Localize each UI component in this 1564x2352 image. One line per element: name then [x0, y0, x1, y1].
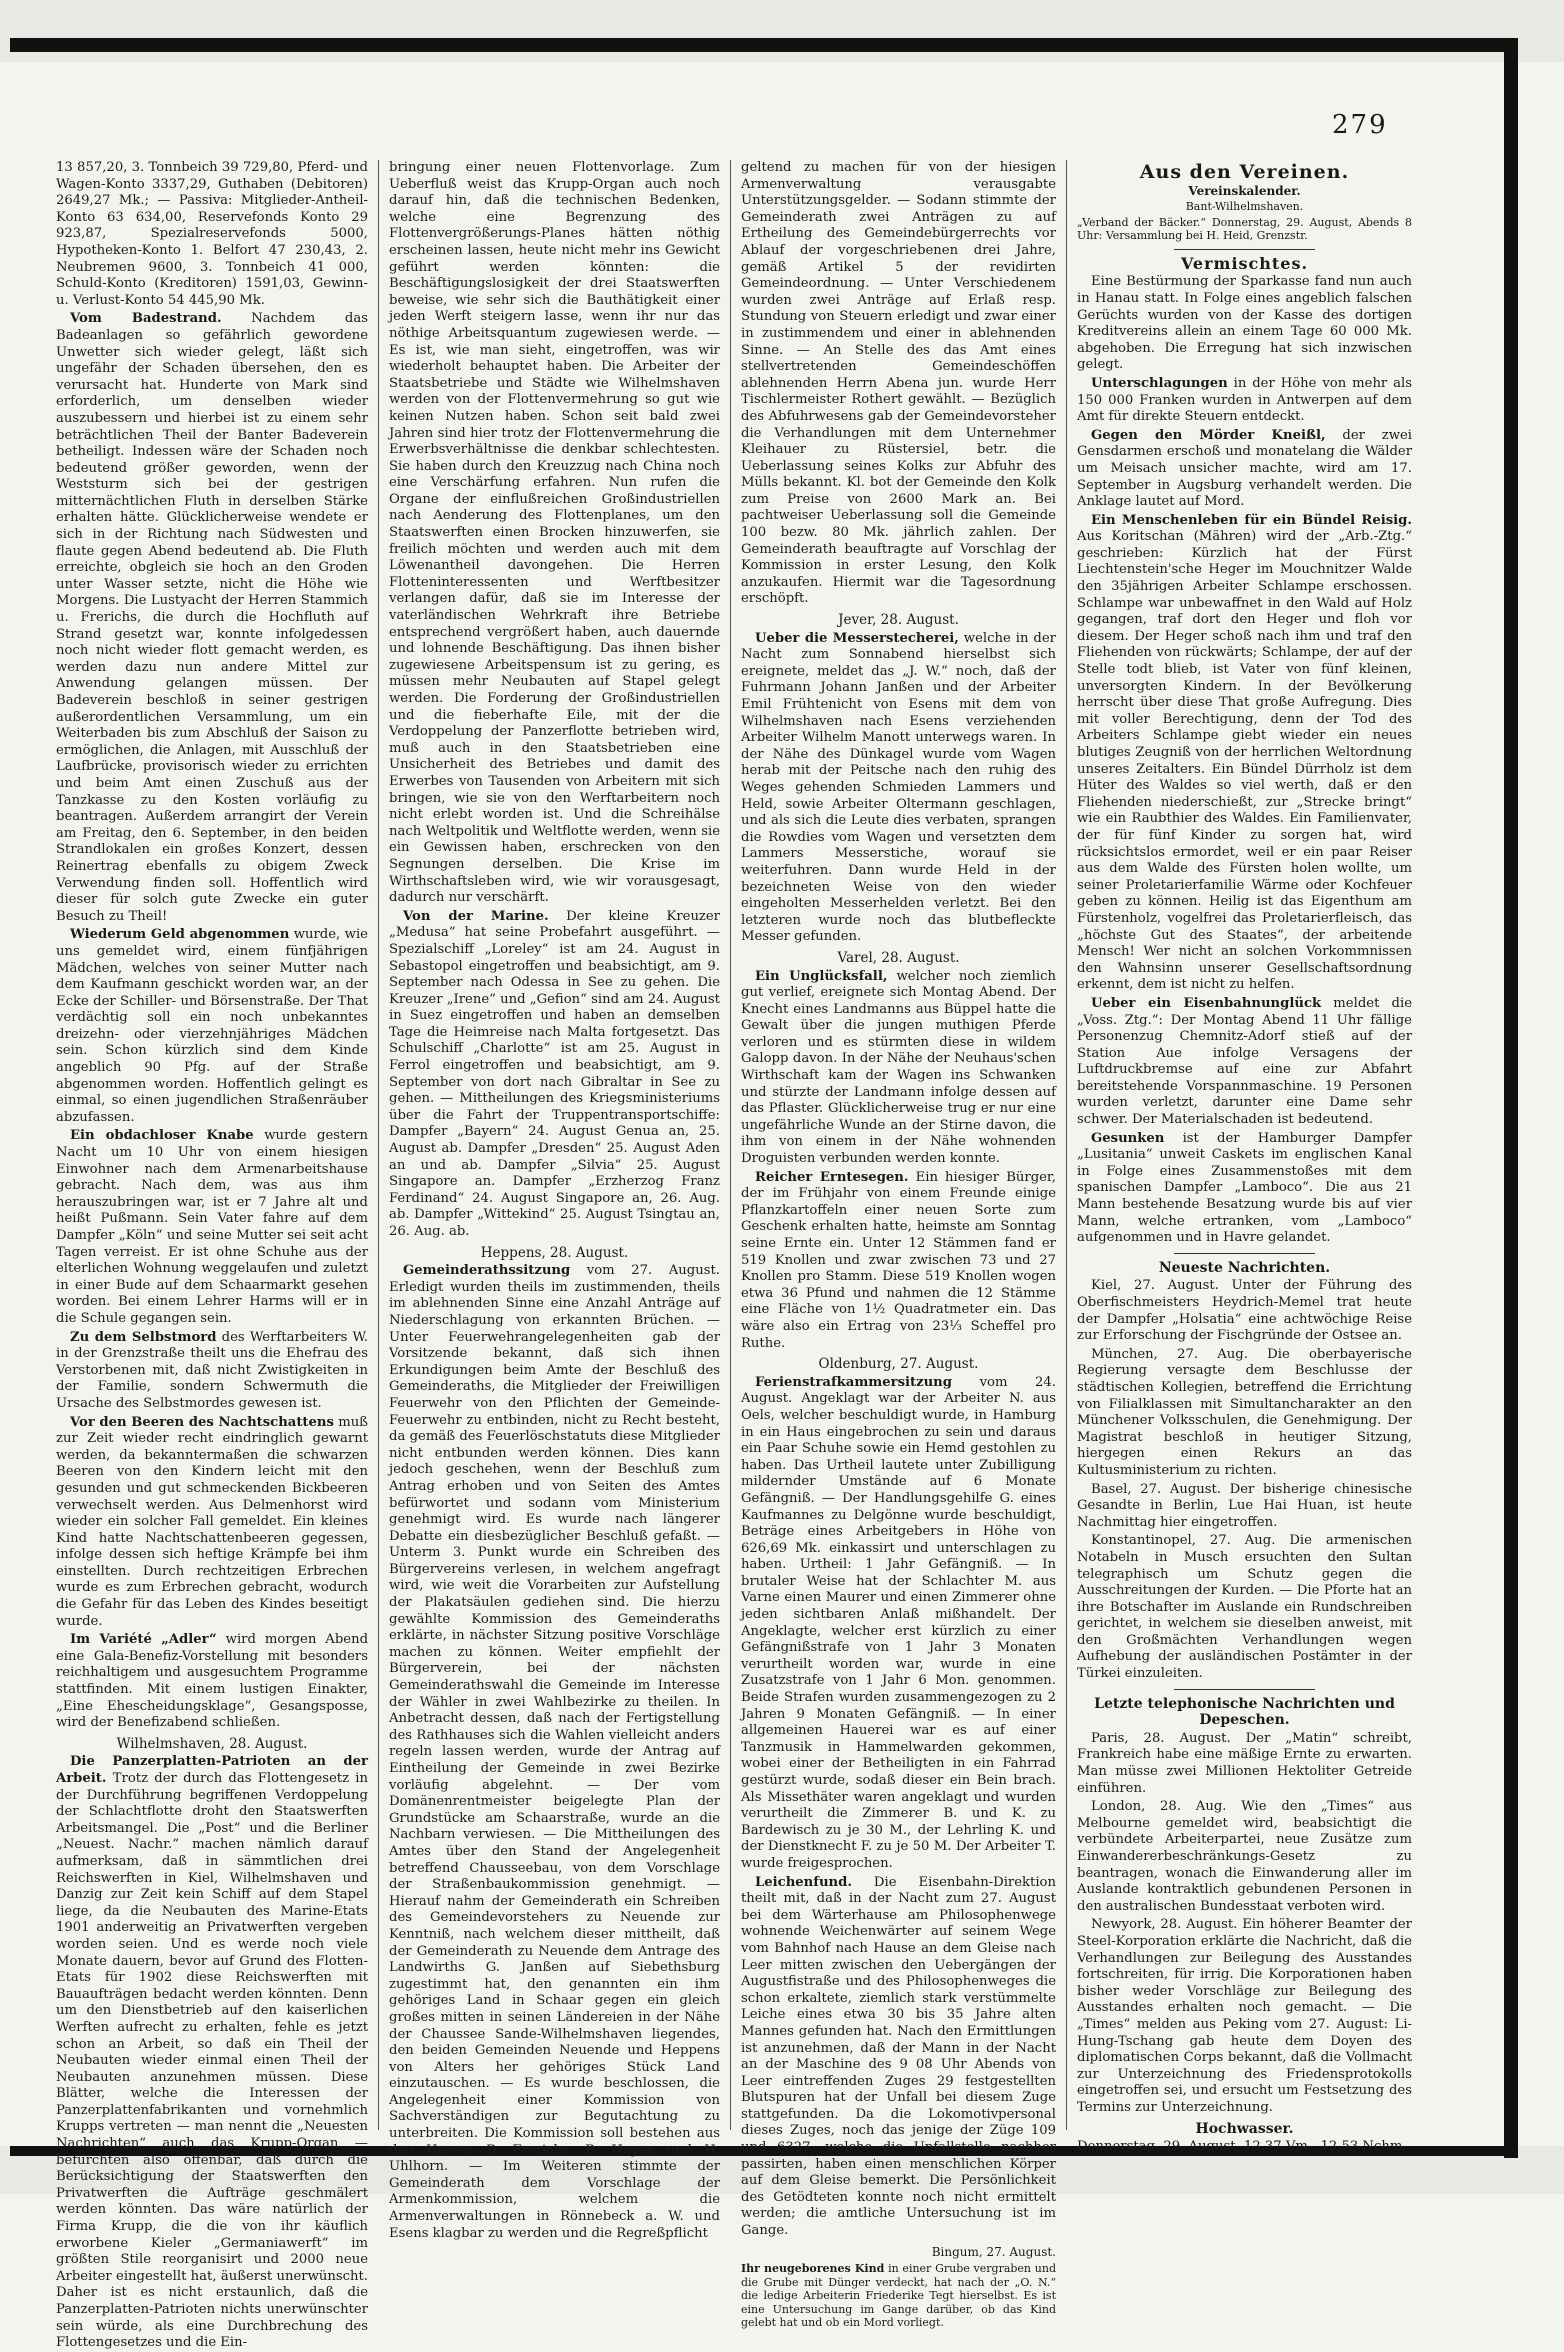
article-selbstmord — [56, 1330, 368, 1413]
article-kind — [741, 2262, 1056, 2330]
article-unterschlagungen-heading: Unterschlagungen — [1091, 375, 1228, 391]
article-ferien-heading: Ferienstrafkammersitzung — [755, 1374, 952, 1390]
dateline-jever: Jever, 28. August. — [838, 612, 959, 629]
scan-margin-top — [0, 0, 1564, 62]
news-london: London, 28. Aug. Wie den „Times“ aus Melbourne gemeldet wird, beabsichtigt die verbündete Arbeiterpartei, neue Zusätze zum Einwandererbeschränkungs-Gesetz zu beantragen, wonach die Einwanderung aller im Auslande kontraktlich gebundenen Personen in den australischen Bundesstaat verboten wird. — [1077, 1799, 1412, 1914]
article-panzer-continued: bringung einer neuen Flottenvorlage. Zum Ueberfluß weist das Krupp-Organ auch noch darauf hin, daß die technischen Bedenken, welche eine Begrenzung des Flottenvergrößerungs-Planes hätten nöthig erscheinen lassen, heute nicht mehr ins Gewicht geführt werden könnten: die Beschäftigungslosigkeit der drei Staatswerften beweise, wie sehr sich die Bauthätigkeit einer jeden Werft steigern lasse, wenn ihr nur das nöthige Arbeitsquantum zugewiesen werde. — Es ist, wie man sieht, eingetroffen, was wir wiederholt behauptet haben. Die Arbeiter der Staatsbetriebe und Städte wie Wilhelmshaven werden von der Flottenvermehrung so gut wie keinen Nutzen haben. Schon seit bald zwei Jahren sind hier trotz der Flottenvermehrung die Erwerbsverhältnisse die denkbar schlechtesten. Sie haben durch den Kreuzzug nach China noch eine Verschärfung erfahren. Nun rufen die Organe der einflußreichen Großindustriellen nach Aenderung des Flottenplanes, um den Staatswerften einen Brocken hinzuwerfen, sie freilich möchten und werden auch mit dem Löwenantheil davongehen. Die Herren Flotteninteressenten und Werftbesitzer verlangen dafür, daß sie im Interesse der vaterländischen Wehrkraft ihre Betriebe entsprechend vergrößert haben, auch dauernde und lohnende Beschäftigung. Das ihnen bisher zugewiesene Arbeitspensum ist zu gering, es müssen mehr Neubauten auf Stapel gelegt werden. Die Forderung der Großindustriellen und die fieberhafte Eile, mit der die Verdoppelung der Panzerflotte betrieben wird, muß auch in den Staatsbetrieben eine Unsicherheit des Betriebes und damit des Erwerbes von Tausenden von Arbeitern mit sich bringen, wie sie von den Werftarbeitern noch nicht erlebt worden ist. Und die Schreihälse nach Weltpolitik und Weltflotte werden, wenn sie ein Gewissen haben, erschrecken von den Segnungen derselben. Die Krise im Wirthschaftsleben wird, wie wir vorausgesagt, dadurch nur verschärft. — [389, 160, 720, 906]
article-badestrand — [56, 311, 368, 925]
section-neueste-heading: Neueste Nachrichten. — [1158, 1259, 1331, 1276]
column-1 — [46, 160, 378, 2351]
article-ferien-text: vom 24. August. Angeklagt war der Arbeiter N. aus Oels, welcher beschuldigt wurde, in Hamburg in ein Haus eingebrochen zu sein und daraus ein Paar Schuhe sowie ein Hemd gestohlen zu haben. Das Urtheil lautete unter Zubilligung mildernder Umstände auf 6 Monate Gefängniß. — Der Handlungsgehilfe G. eines Kaufmannes zu Delgönne wurde beschuldigt, Beträge eines Arbeitgebers in Höhe von 626,69 Mk. einkassirt und unterschlagen zu haben. Urtheil: 1 Jahr Gefängniß. — In brutaler Weise hat der Schlachter M. aus Varne einen Maurer und einen Zimmerer ohne jeden sichtbaren Anlaß mißhandelt. Der Angeklagte, welcher erst kürzlich zu einer Gefängnißstrafe von 1 Jahr 3 Monaten verurtheilt worden war, wurde in eine Zusatzstrafe von 1 Jahr 6 Mon. genommen. Beide Strafen wurden zusammengezogen zu 2 Jahren 9 Monaten Gefängniß. — In einer allgemeinen Hauerei war es auf einer Tanzmusik in Hammelwarden gekommen, wobei einer der Betheiligten in ein Fahrrad gestürzt wurde, sodaß dieser ein Bein brach. Als Missethäter waren angeklagt und wurden verurtheilt die Zimmerer B. und K. zu Bardewisch zu je 30 M., der Lehrling K. und der Dienstknecht F. zu je 50 M. Der Arbeiter T. wurde freigesprochen. — [741, 1374, 1056, 1871]
hochwasser-times: Donnerstag, 29. August, 12.37 Vm., 12.53 Nchm. — [1077, 2139, 1407, 2155]
news-konstantinopel: Konstantinopel, 27. Aug. Die armenischen Notabeln in Musch ersuchten den Sultan telegraphisch um Schutz gegen die Ausschreitungen der Kurden. — Die Pforte hat an ihre Botschafter im Auslande ein Rundschreiben gerichtet, in welchem sie dieselben anweist, mit den Großmächten Verhandlungen wegen Aufhebung der ausländischen Postämter in der Türkei einzuleiten. — [1077, 1533, 1412, 1682]
article-geld-heading: Wiederum Geld abgenommen — [70, 927, 290, 943]
article-leichenfund-heading: Leichenfund. — [755, 1874, 852, 1890]
dateline-oldenburg: Oldenburg, 27. August. — [818, 1356, 979, 1373]
article-gesunken — [1077, 1131, 1412, 1247]
news-paris: Paris, 28. August. Der „Matin“ schreibt, Frankreich habe eine mäßige Ernte zu erwarten. Man müsse zwei Millionen Hektoliter Getreide einführen. — [1077, 1730, 1412, 1796]
article-beeren-heading: Vor den Beeren des Nachtschattens — [70, 1414, 334, 1430]
article-gemeinderath-continued: geltend zu machen für von der hiesigen Armenverwaltung verausgabte Unterstützungsgelder. — Sodann stimmte der Gemeinderath zwei Anträgen zu auf Ertheilung des Gemeindebürgerrechts vor Ablauf der vorgeschriebenen drei Jahre, gemäß Artikel 5 der revidirten Gemeindeordnung. — Unter Verschiedenem wurden zwei Anträge auf Erlaß resp. Stundung von Steuern erledigt und zwar einer in zustimmendem und einer in ablehnenden Sinne. — An Stelle des das Amt eines stellvertretenden Gemeindeschöffen ablehnenden Herrn Abena jun. wurde Herr Tischlermeister Rothert gewählt. — Bezüglich des Abfuhrwesens gab der Gemeindevorsteher die Verhandlungen mit dem Unternehmer Kleihauer zu Rüstersiel, betr. die Ueberlassung seines Kolks zur Abfuhr des Mülls bekannt. Kl. bot der Gemeinde den Kolk zum Preise von 2600 Mark an. Bei pachtweiser Ueberlassung soll die Gemeinde 100 bezw. 80 Mk. jährlich zahlen. Der Gemeinderath beauftragte auf Vorschlag der Kommission in erster Lesung, den Kolk anzukaufen. Hiermit war die Tagesordnung erschöpft. — [741, 160, 1056, 607]
dateline-bingum: Bingum, 27. August. — [931, 2244, 1056, 2259]
news-basel: Basel, 27. August. Der bisherige chinesische Gesandte in Berlin, Lue Hai Huan, ist heute Nachmittag hier eingetroffen. — [1077, 1481, 1412, 1530]
article-panzer-heading: Die Panzerplatten-Patrioten an der Arbeit. — [56, 1754, 368, 1786]
section-vereine-heading: Aus den Vereinen. — [1139, 161, 1350, 183]
article-variete — [56, 1632, 368, 1732]
section-vermischtes-heading: Vermischtes. — [1180, 253, 1309, 273]
section-telephonisch-heading: Letzte telephonische Nachrichten und Depeschen. — [1094, 1695, 1395, 1729]
article-messer-text: welche in der Nacht zum Sonnabend hierselbst sich ereignete, meldet das „J. W.“ noch, daß der Fuhrmann Johann Janßen und der Arbeiter Emil Frühtenicht von Esens mit dem von Wilhelmshaven nach Esens verziehenden Arbeiter Wilhelm Manott unterwegs waren. In der Nähe des Dünkagel wurde vom Wagen herab mit der Peitsche nach den ruhig des Weges gehenden Schmieden Lammers und Held, sowie Arbeiter Oltermann geschlagen, und als sich die Leute dies verbaten, sprangen die Rowdies vom Wagen und versetzten dem Lammers Messerstiche, worauf sie weiterfuhren. Dann wurde Held in der bezeichneten Weise von den wieder eingeholten Messerhelden verletzt. Bei den letzteren wurde noch das blutbefleckte Messer gefunden. — [741, 630, 1056, 945]
article-kind-text: in einer Grube vergraben und die Grube mit Dünger verdeckt, hat nach der „O. N.“ die ledige Arbeiterin Friederike Tegt hierselbst. Es ist eine Untersuchung im Gange darüber, ob das Kind gelebt hat und ob ein Mord vorliegt. — [741, 2262, 1056, 2330]
article-ernte — [741, 1170, 1056, 1353]
article-marine-heading: Von der Marine. — [403, 908, 549, 924]
divider-rule — [1174, 1253, 1315, 1254]
article-panzer-text: Trotz der durch das Flottengesetz in der Durchführung begriffenen Verdoppelung der Schlachtflotte droht den Staatswerften Arbeitsmangel. Die „Post“ und die Berliner „Neuest. Nachr.“ machen nämlich darauf aufmerksam, daß in sämmtlichen drei Reichswerften in Kiel, Wilhelmshaven und Danzig zur Zeit kein Schiff auf dem Stapel liege, da die Neubauten des Marine-Etats 1901 anderweitig an Privatwerften vergeben worden seien. Und es werde noch viele Monate dauern, bevor auf Grund des Flotten-Etats für 1902 diese Reichswerften mit Bauaufträgen bedacht werden könnten. Denn um den Dienstbetrieb auf den kaiserlichen Werften aufrecht zu erhalten, fehle es jetzt schon an Arbeit, so daß ein Theil der Neubauten wieder einmal einen Theil der Neubauten anzunehmen müssen. Diese Blätter, welche die Interessen der Panzerplattenfabrikanten und vornehmlich Krupps vertreten — man nennt die „Neuesten Nachrichten“ auch das Krupp-Organ — befürchten also offenbar, daß durch die Berücksichtigung der Staatswerften den Privatwerften die Aufträge geschmälert werden könnten. Das wäre natürlich der Firma Krupp, die die von ihr käuflich erworbene Kieler „Germaniawerft“ im größten Stile reorganisirt und 2000 neue Arbeiter eingestellt hat, äußerst unerwünscht. Daher ist es nicht erstaunlich, daß die Panzerplatten-Patrioten nichts unerwünschter sein würde, als eine Durchbrechung des Flottengesetzes und die Ein- — [56, 1771, 368, 2351]
page-number: 279 — [1332, 110, 1388, 140]
article-knabe — [56, 1128, 368, 1327]
article-geld-text: wurde, wie uns gemeldet wird, einem fünfjährigen Mädchen, welches von seiner Mutter nach dem Kaufmann geschickt worden war, an der Ecke der Schiller- und Börsenstraße. Der That verdächtig soll ein noch unbekanntes dreizehn- oder vierzehnjähriges Mädchen sein. Schon kürzlich sind dem Kinde angeblich 90 Pfg. auf der Straße abgenommen worden. Hoffentlich gelingt es einmal, so einen jugendlichen Straßenräuber abzufassen. — [56, 927, 368, 1125]
article-leichenfund — [741, 1875, 1056, 2240]
article-badestrand-text: Nachdem das Badeanlagen so gefährlich gewordene Unwetter sich wieder gelegt, läßt sich ungefähr der Schaden übersehen, den es verursacht hat. Hunderte von Mark sind erforderlich, um denselben wieder auszubessern und hierbei ist zu einem sehr beträchtlichen Theil der Banter Badeverein betheiligt. Indessen wäre der Schaden noch bedeutend größer geworden, wenn der Weststurm sich bei der gestrigen mitternächtlichen Fluth in derselben Stärke erhalten hätte. Glücklicherweise wendete er sich in der Richtung nach Südwesten und flaute gegen Abend bedeutend ab. Die Fluth erreichte, obgleich sie hoch an den Groden unter Wasser setzte, nicht die Höhe wie Morgens. Die Lustyacht der Herren Stammich u. Frerichs, die durch die Hochfluth auf Strand gesetzt war, konnte infolgedessen noch nicht wieder flott gemacht werden, es werden dazu nun andere Mittel zur Anwendung gelangen müssen. Der Badeverein beschloß in seiner gestrigen außerordentlichen Versammlung, um ein Weiterbaden bis zum Abschluß der Saison zu ermöglichen, die Anlagen, mit Ausschluß der Laufbrücke, provisorisch wieder zu errichten und beim Amt einen Zuschuß aus der Tanzkasse zu den Kosten vorläufig zu beantragen. Außerdem arrangirt der Verein am Freitag, den 6. September, in den beiden Strandlokalen ein großes Konzert, dessen Reinertrag ebenfalls zu obigem Zweck Verwendung finden soll. Hoffentlich wird dieser für solch gute Zwecke ein guter Besuch zu Theil! — [56, 311, 368, 924]
article-unglueck-text: welcher noch ziemlich gut verlief, ereignete sich Montag Abend. Der Knecht eines Landmanns aus Büppel hatte die Gewalt über die jungen muthigen Pferde verloren und es stürmten diese in wildem Galopp davon. In der Nähe der Neuhaus'schen Wirthschaft kam der Wagen ins Schwanken und stürzte der Landmann infolge dessen auf das Pflaster. Glücklicherweise trug er nur eine ungefährliche Wunde an der Stirne davon, die ihm von einem in der Nähe wohnenden Droguisten verbunden werden konnte. — [741, 968, 1056, 1167]
vereinskalender-place: Bant-Wilhelmshaven. — [1185, 200, 1304, 214]
vereinskalender-entry: „Verband der Bäcker.“ Donnerstag, 29. August, Abends 8 Uhr: Versammlung bei H. Heid, Grenzstr. — [1077, 215, 1412, 243]
article-kneissl — [1077, 428, 1412, 511]
article-eisenbahn-heading: Ueber ein Eisenbahnunglück — [1091, 995, 1322, 1011]
section-hochwasser-heading: Hochwasser. — [1195, 2120, 1294, 2137]
article-ferien — [741, 1375, 1056, 1873]
article-gemeinderath-text: vom 27. August. Erledigt wurden theils im zustimmenden, theils im ablehnenden Sinne eine Anzahl Anträge auf Niederschlagung von erkannten Brüchen. — Unter Feuerwehrangelegenheiten gab der Vorsitzende bekannt, daß sich ihnen Erkundigungen beim Amte der Beschluß des Gemeinderaths, die Mitglieder der Freiwilligen Feuerwehr von den Pflichten der Gemeinde-Feuerwehr zu entbinden, nicht zu Recht besteht, da gemäß des Feuerlöschstatuts diese Mitglieder nicht entbunden werden können. Dies kann jedoch geschehen, wenn der Beschluß zum Antrag erhoben und von Seiten des Amtes befürwortet und sodann vom Ministerium genehmigt wird. Es wurde nach längerer Debatte ein diesbezüglicher Beschluß gefaßt. — Unterm 3. Punkt wurde ein Schreiben des Bürgervereins verlesen, in welchem angefragt wird, wie weit die Vorarbeiten zur Aufstellung der Plakatsäulen gediehen sind. Die hierzu gewählte Kommission des Gemeinderaths erklärte, in nächster Sitzung positive Vorschläge machen zu können. Weiter empfiehlt der Bürgerverein, bei der nächsten Gemeinderathswahl die Gemeinde im Interesse der Wähler in zwei Wahlbezirke zu theilen. In Anbetracht dessen, daß nach der Fertigstellung des Rathhauses sich die Wahlen vielleicht anders regeln lassen werden, wurde der Antrag auf Eintheilung der Gemeinde in zwei Bezirke vorläufig abgelehnt. — Der vom Domänenrentmeister beigelegte Plan der Grundstücke am Schaarstraße, wurde an die Nachbarn verwiesen. — Die Mittheilungen des Amtes über den Stand der Angelegenheit betreffend Chausseebau, von dem Vorschlage der Straßenbaukommission genehmigt. — Hierauf nahm der Gemeinderath ein Schreiben des Gemeindevorstehers zu Neuende zur Kenntniß, nach welchem dieser mittheilt, daß der Gemeinderath zu Neuende dem Antrage des Landwirths G. Janßen auf Siebethsburg zugestimmt hat, den genannten ein ihm gehöriges Land in Schaar gegen ein gleich großes mitten in seinen Ländereien in der Nähe der Chaussee Sande-Wilhelmshaven liegendes, den beiden Gemeinden Neuende und Heppens von Alters her gehöriges Stück Land einzutauschen. — Es wurde beschlossen, die Angelegenheit einer Kommission von Sachverständigen zur Begutachtung zu unterbreiten. Die Kommission soll bestehen aus den Herren B. Frerichs, B. Hayen und H. Uhlhorn. — Im Weiteren stimmte der Gemeinderath dem Vorschlage der Armenkommission, welchem die Armenverwaltungen in Rönnebeck a. W. und Esens klagbar zu werden und die Regreßpflicht — [389, 1263, 720, 2241]
balance-sheet-text: 13 857,20, 3. Tonnbeich 39 729,80, Pferd- und Wagen-Konto 3337,29, Guthaben (Debitoren) 2649,27 Mk.; — Passiva: Mitglieder-Antheil-Konto 63 634,00, Reservefonds Konto 29 923,87, Spezialreservefonds 5000, Hypotheken-Konto 1. Belfort 47 230,43, 2. Neubremen 9600, 3. Tonnbeich 41 000, Schuld-Konto (Kreditoren) 1591,03, Gewinn- u. Verlust-Konto 54 445,90 Mk. — [56, 160, 368, 308]
article-ernte-heading: Reicher Erntesegen. — [755, 1169, 909, 1185]
news-muenchen: München, 27. Aug. Die oberbayerische Regierung versagte dem Beschlusse der städtischen Kollegien, betreffend die Errichtung von Filialklassen mit Simultancharakter an den Münchener Volksschulen, die Genehmigung. Der Magistrat beschloß in heutiger Sitzung, hiergegen einen Rekurs an das Kultusministerium zu richten. — [1077, 1346, 1412, 1478]
article-messer — [741, 631, 1056, 946]
article-unglueck-heading: Ein Unglücksfall, — [755, 968, 888, 984]
article-selbstmord-text: des Werftarbeiters W. in der Grenzstraße theilt uns die Ehefrau des Verstorbenen mit, daß nicht Zwistigkeiten in der Familie, sondern Schwermuth die Ursache des Selbstmordes gewesen ist. — [56, 1329, 368, 1411]
article-gesunken-text: ist der Hamburger Dampfer „Lusitania“ unweit Caskets im englischen Kanal in Folge eines Zusammenstoßes mit dem spanischen Dampfer „Lamboco“. Die aus 21 Mann bestehende Besatzung wurde bis auf vier Mann, welche ertranken, vom „Lamboco“ aufgenommen und in Havre gelandet. — [1077, 1130, 1412, 1246]
article-menschenleben-heading: Ein Menschenleben für ein Bündel Reisig. — [1091, 512, 1412, 528]
dateline-varel: Varel, 28. August. — [837, 949, 960, 966]
binding-rule-top — [10, 38, 1510, 52]
article-knabe-text: wurde gestern Nacht um 10 Uhr von einem hiesigen Einwohner nach dem Armenarbeitshause gebracht. Nach dem, was aus ihm herauszubringen war, ist er 7 Jahre alt und heißt Pußmann. Sein Vater fahre auf dem Dampfer „Köln“ und seine Mutter sei seit acht Tagen verreist. Er ist ohne Schuhe aus der elterlichen Wohnung weggelaufen und zuletzt in einer Bude auf dem Schaarmarkt gesehen worden. Bei einem Lehrer Harms will er in die Schule gegangen sein. — [56, 1128, 368, 1326]
article-unterschlagungen-text: in der Höhe von mehr als 150 000 Franken wurden in Antwerpen auf dem Amt für direkte Steuern entdeckt. — [1077, 375, 1412, 425]
article-unterschlagungen — [1077, 376, 1412, 426]
news-newyork: Newyork, 28. August. Ein höherer Beamter der Steel-Korporation erklärte die Nachricht, daß die Verhandlungen zur Beilegung des Ausstandes fortschreiten, für irrig. Die Korporationen haben bisher weder Vorschläge zur Beilegung des Ausstandes erhalten noch gemacht. — Die „Times“ melden aus Peking vom 27. August: Li-Hung-Tschang gab heute dem Doyen des diplomatischen Corps bekannt, daß die Vollmacht zur Unterzeichnung des Friedensprotokolls eingetroffen sei, und ersucht um Festsetzung des Termins zur Unterzeichnung. — [1077, 1917, 1412, 2115]
vereinskalender-heading: Vereinskalender. — [1188, 183, 1301, 198]
article-messer-heading: Ueber die Messerstecherei, — [755, 630, 959, 646]
article-badestrand-heading: Vom Badestrand. — [70, 311, 222, 327]
article-unglueck — [741, 969, 1056, 1168]
article-eisenbahn — [1077, 996, 1412, 1129]
binding-rule-right — [1504, 38, 1518, 2158]
article-menschenleben-text: Aus Koritschan (Mähren) wird der „Arb.-Ztg.“ geschrieben: Kürzlich hat der Fürst Liechtenstein'sche Heger im Mouchnitzer Walde den 35jährigen Arbeiter Schlampe erschossen. Schlampe war unbewaffnet in den Wald auf Holz gegangen, traf dort den Heger und floh vor diesem. Der Heger schoß nach ihm und traf den Fliehenden von rückwärts; Schlampe, der auf der Stelle todt blieb, ist Vater von fünf kleinen, unversorgten Kindern. In der Bevölkerung herrscht über diese That große Aufregung. Dies mit voller Berechtigung, denn der Tod des Arbeiters Schlampe giebt wieder ein neues blutiges Zeugniß von der herrlichen Weltordnung unseres Zeitalters. Ein Bündel Dürrholz ist dem Hüter des Waldes so viel werth, daß er den Fliehenden niederschießt, zur „Strecke bringt“ wie ein Raubthier des Waldes. Ein Familienvater, der für fünf Kinder zu sorgen hat, wird rücksichtslos ermordet, weil er ein paar Reiser aus dem Walde des Fürsten holen wollte, um seiner Proletarierfamilie Wärme oder Kochfeuer geben zu können. Heilig ist das Eigenthum am Fürstenholz, vogelfrei das Proletarierfleisch, das „höchste Gut des Staates“, der arbeitende Mensch! Wer nicht an solchen Vorkommnissen den Wahnsinn unserer Gesellschaftsordnung erkennt, dem ist nicht zu helfen. — [1077, 529, 1412, 993]
news-kiel: Kiel, 27. August. Unter der Führung des Oberfischmeisters Heydrich-Memel trat heute der Dampfer „Holsatia“ eine achtwöchige Reise zur Erforschung der Fischgründe der Ostsee an. — [1077, 1278, 1412, 1344]
article-kneissl-text: der zwei Gensdarmen erschoß und monatelang die Wälder um Meisach unsicher machte, wird am 17. September in Augsburg verhandelt werden. Die Anklage lautet auf Mord. — [1077, 427, 1413, 510]
dateline-heppens: Heppens, 28. August. — [480, 1244, 629, 1261]
article-panzer — [56, 1754, 368, 2351]
article-ernte-text: Ein hiesiger Bürger, der im Frühjahr von einem Freunde einige Pflanzkartoffeln einer neuen Sorte zum Geschenk erhalten hatte, heimste am Sonntag seine Ernte ein. Unter 12 Stämmen fand er 519 Knollen und zwar zwischen 73 und 27 Knollen pro Stamm. Diese 519 Knollen wogen etwa 36 Pfund und nahmen die 12 Stämme eine Fläche von 1½ Quadratmeter ein. Das wäre also ein Ertrag von 23⅓ Scheffel pro Ruthe. — [741, 1169, 1056, 1351]
article-beeren — [56, 1415, 368, 1631]
article-knabe-heading: Ein obdachloser Knabe — [70, 1128, 254, 1144]
article-kneissl-heading: Gegen den Mörder Kneißl, — [1091, 427, 1326, 443]
column-4 — [1066, 160, 1422, 2155]
article-menschenleben — [1077, 513, 1412, 994]
column-2 — [378, 160, 730, 2241]
column-3 — [730, 160, 1066, 2330]
article-gemeinderath-heading: Gemeinderathssitzung — [403, 1263, 571, 1279]
article-marine-text: Der kleine Kreuzer „Medusa“ hat seine Probefahrt ausgeführt. — Spezialschiff „Loreley“ ist am 24. August in Sebastopol eingetroffen und beabsichtigt, am 9. September nach Odessa in See zu gehen. Die Kreuzer „Irene“ und „Gefion“ sind am 24. August in Suez eingetroffen und haben an demselben Tage die Heimreise nach Malta fortgesetzt. Das Schulschiff „Charlotte“ ist am 25. August in Ferrol eingetroffen und beabsichtigt, am 9. September von dort nach Gibraltar in See zu gehen. — Mittheilungen des Kriegsministeriums über die Fahrt der Truppentransportschiffe: Dampfer „Bayern“ 24. August Genua an, 25. August ab. Dampfer „Dresden“ 25. August Aden an und ab. Dampfer „Silvia“ 25. August Singapore an. Dampfer „Erzherzog Franz Ferdinand“ 24. August Singapore an, 26. Aug. ab. Dampfer „Wittekind“ 25. August Tsingtau an, 26. Aug. ab. — [389, 908, 720, 1239]
article-leichenfund-text: Die Eisenbahn-Direktion theilt mit, daß in der Nacht zum 27. August bei dem Wärterhause am Philosophenwege wohnende Weichenwärter auf seinem Wege vom Bahnhof nach Hause an dem Gleise nach Leer mitten zwischen den Uebergängen der Augustfistraße und des Philosophenweges die schon erkaltete, ziemlich stark verstümmelte Leiche eines etwa 30 bis 35 Jahre alten Mannes gefunden hat. Nach den Ermittlungen ist anzunehmen, daß der Mann in der Nacht an der Maschine des 9 08 Uhr Abends von Leer eintreffenden Zuges 29 festgestellten Blutspuren hat der Unfall bei diesem Zuge stattgefunden. Da die Lokomotivpersonal dieses Zuges, noch das jenige der Züge 109 und 6327, welche die Unfallstelle nachher passirten, haben einen menschlichen Körper auf dem Gleise bemerkt. Die Persönlichkeit des Getödteten konnte noch nicht ermittelt werden; die amtliche Untersuchung ist im Gange. — [741, 1874, 1056, 2239]
article-selbstmord-heading: Zu dem Selbstmord — [70, 1329, 217, 1345]
article-marine — [389, 909, 720, 1241]
newspaper-page — [46, 160, 1422, 2351]
article-gesunken-heading: Gesunken — [1091, 1130, 1165, 1146]
dateline-wilhelmshaven: Wilhelmshaven, 28. August. — [116, 1735, 308, 1752]
article-geld — [56, 927, 368, 1126]
article-sparkasse: Eine Bestürmung der Sparkasse fand nun auch in Hanau statt. In Folge eines angeblich falschen Gerüchts wurden von der Kasse des dortigen Kreditvereins allein an einem Tage 60 000 Mk. abgehoben. Die Erregung hat sich inzwischen gelegt. — [1077, 274, 1412, 373]
article-variete-heading: Im Variété „Adler“ — [70, 1632, 217, 1648]
article-beeren-text: muß zur Zeit wieder recht eindringlich gewarnt werden, da bekanntermaßen die schwarzen Beeren von den Kindern leicht mit den gesunden und gut schmeckenden Bickbeeren verwechselt werden. Aus Delmenhorst wird wieder ein solcher Fall gemeldet. Ein kleines Kind hatte Nachtschattenbeeren gegessen, infolge dessen sich heftige Krämpfe bei ihm einstellten. Durch rechtzeitigen Erbrechen wurde es zum Erbrechen gebracht, wodurch die Gefahr für das Leben des Kindes beseitigt wurde. — [56, 1414, 368, 1629]
article-gemeinderath — [389, 1263, 720, 2242]
article-kind-heading: Ihr neugeborenes Kind — [741, 2262, 885, 2276]
divider-rule — [1174, 249, 1315, 250]
divider-rule — [1174, 1689, 1315, 1690]
article-variete-text: wird morgen Abend eine Gala-Benefiz-Vorstellung mit besonders reichhaltigem und ausgesuchtem Programme stattfinden. Mit einem lustigen Einakter, „Eine Ehescheidungsklage“, Gesangsposse, wird der Benefizabend schließen. — [56, 1632, 369, 1731]
article-eisenbahn-text: meldet die „Voss. Ztg.“: Der Montag Abend 11 Uhr fällige Personenzug Chemnitz-Adorf stieß auf der Station Aue infolge Versagens der Luftdruckbremse auf eine zur Abfahrt bereitstehende Vorspannmaschine. 19 Personen wurden verletzt, darunter eine Dame sehr schwer. Der Materialschaden ist bedeutend. — [1077, 995, 1412, 1128]
